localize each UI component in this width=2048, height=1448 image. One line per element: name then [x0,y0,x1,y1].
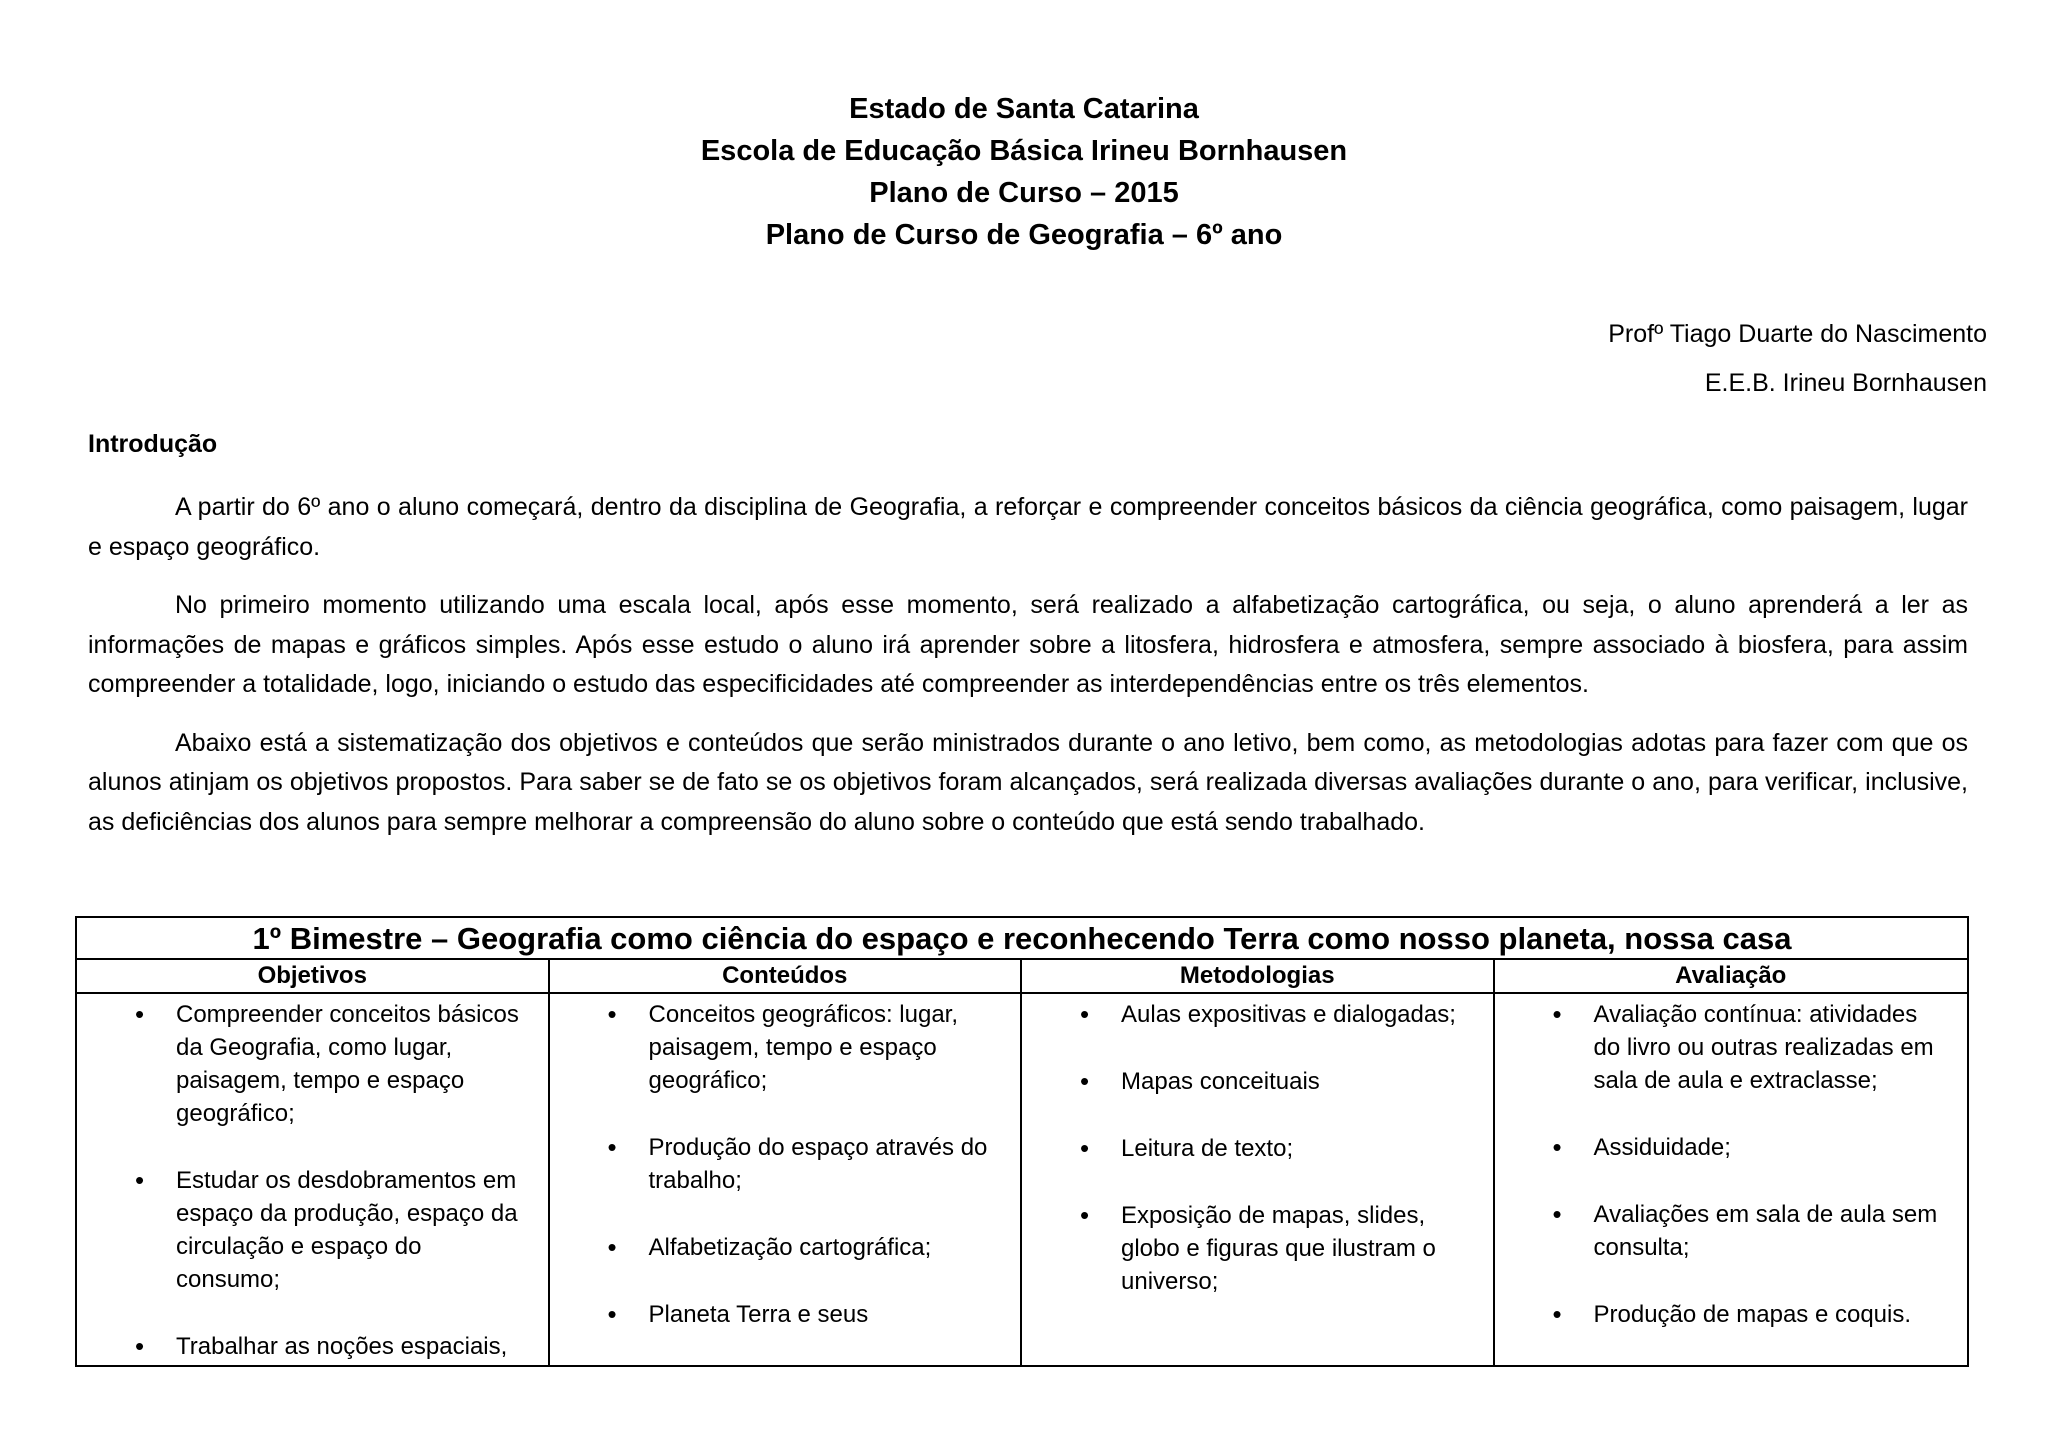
column-avaliacao [1495,960,1968,1365]
course-title: Plano de Curso de Geografia – 6º ano [765,219,1283,251]
column-header: Avaliação [1495,960,1968,994]
list-item: • Planeta Terra e seus [550,1298,1001,1331]
list-item: • Aulas expositivas e dialogadas; [1022,998,1473,1031]
bullet-list [550,994,1021,1331]
column-header: Metodologias [1022,960,1493,994]
plan-table-title: 1º Bimestre – Geografia como ciência do espaço e reconhecendo Terra como nosso planeta, nossa casa [77,918,1967,960]
column-objetivos [77,960,550,1365]
bullet-list [1022,994,1493,1298]
list-item: • Avaliações em sala de aula sem consulta; [1495,1198,1948,1264]
school-name: Escola de Educação Básica Irineu Bornhausen [700,135,1348,167]
list-item: • Mapas conceituais [1022,1065,1473,1098]
plan-table [75,916,1969,1367]
intro-heading: Introdução [88,430,218,458]
list-item: • Trabalhar as noções espaciais, [77,1330,528,1363]
list-item: • Conceitos geográficos: lugar, paisagem, tempo e espaço geográfico; [550,998,1001,1097]
state-name: Estado de Santa Catarina [849,93,1199,125]
list-item: • Estudar os desdobramentos em espaço da produção, espaço da circulação e espaço do consumo; [77,1164,528,1296]
intro-section [88,488,1968,861]
list-item: • Assiduidade; [1495,1131,1948,1164]
plan-columns [77,960,1967,1365]
column-metodologias [1022,960,1495,1365]
column-header: Objetivos [77,960,548,994]
intro-paragraph: No primeiro momento utilizando uma escala local, após esse momento, será realizado a alfabetização cartográfica, ou seja, o aluno aprenderá a ler as informações de mapas e gráficos simples. Após esse estudo o aluno irá aprender sobre a litosfera, hidrosfera e atmosfera, sempre associado à biosfera, para assim compreender a totalidade, logo, iniciando o estudo das especificidades até compreender as interdependências entre os três elementos. [88,591,1968,698]
list-item: • Leitura de texto; [1022,1132,1473,1165]
bullet-list [77,994,548,1363]
intro-paragraph: Abaixo está a sistematização dos objetivos e conteúdos que serão ministrados durante o ano letivo, bem como, as metodologias adotas para fazer com que os alunos atinjam os objetivos propostos. Para saber se de fato se os objetivos foram alcançados, será realizada diversas avaliações durante o ano, para verificar, inclusive, as deficiências dos alunos para sempre melhorar a compreensão do aluno sobre o conteúdo que está sendo trabalhado. [88,728,1968,836]
list-item: • Alfabetização cartográfica; [550,1231,1001,1264]
column-conteudos [550,960,1023,1365]
teacher-school: E.E.B. Irineu Bornhausen [1704,369,1987,397]
list-item: • Produção de mapas e coquis. [1495,1298,1948,1331]
list-item: • Avaliação contínua: atividades do livro ou outras realizadas em sala de aula e extraclasse; [1495,998,1948,1097]
teacher-name: Profº Tiago Duarte do Nascimento [1608,320,1987,348]
author-block [1608,310,1987,408]
plan-year-title: Plano de Curso – 2015 [869,177,1179,209]
list-item: • Compreender conceitos básicos da Geografia, como lugar, paisagem, tempo e espaço geográfico; [77,998,528,1130]
intro-paragraph: A partir do 6º ano o aluno começará, dentro da disciplina de Geografia, a reforçar e compreender conceitos básicos da ciência geográfica, como paisagem, lugar e espaço geográfico. [88,493,1968,561]
list-item: • Produção do espaço através do trabalho; [550,1131,1001,1197]
column-header: Conteúdos [550,960,1021,994]
list-item: • Exposição de mapas, slides, globo e figuras que ilustram o universo; [1022,1199,1473,1298]
bullet-list [1495,994,1968,1331]
document-header [0,88,2048,256]
